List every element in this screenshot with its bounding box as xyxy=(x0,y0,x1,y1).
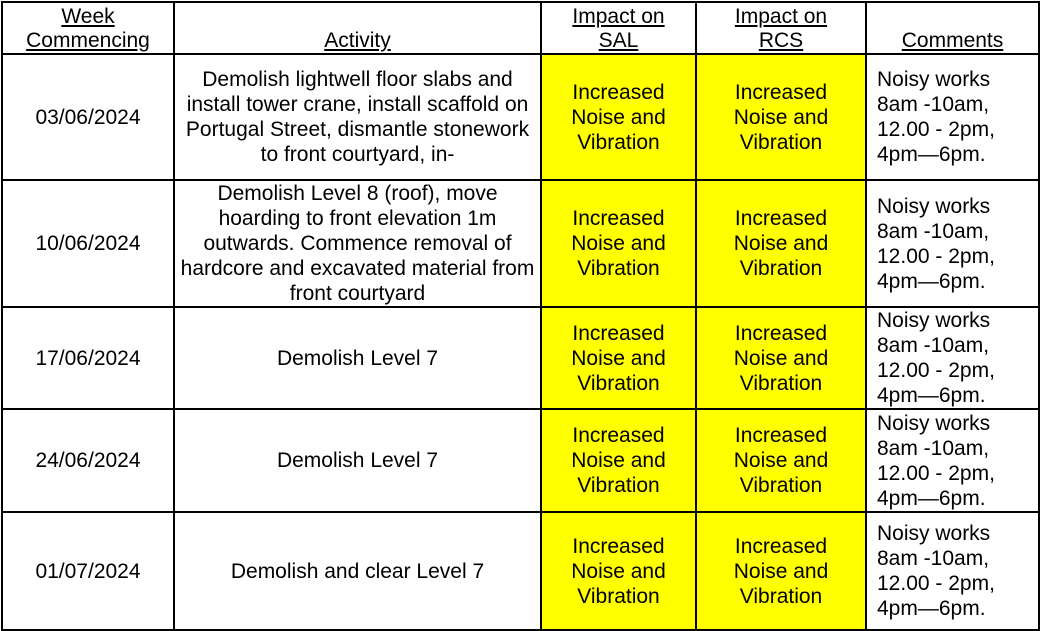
table-row xyxy=(2,307,1039,409)
table-row xyxy=(2,54,1039,180)
comment-cell: Noisy works 8am -10am, 12.00 - 2pm, 4pm—6pm. xyxy=(866,180,1039,307)
activity-cell: Demolish and clear Level 7 xyxy=(174,512,541,630)
table-row xyxy=(2,512,1039,630)
impact-sal-cell: Increased Noise and Vibration xyxy=(541,180,696,307)
week-commencing-header: Week Commencing xyxy=(2,2,174,54)
comment-cell: Noisy works 8am -10am, 12.00 - 2pm, 4pm—6pm. xyxy=(866,54,1039,180)
impact-sal-header: Impact on SAL xyxy=(541,2,696,54)
impact-sal-cell: Increased Noise and Vibration xyxy=(541,512,696,630)
impact-rcs-cell: Increased Noise and Vibration xyxy=(696,180,866,307)
impact-sal-cell: Increased Noise and Vibration xyxy=(541,409,696,512)
week-date-cell: 24/06/2024 xyxy=(2,409,174,512)
comment-cell: Noisy works 8am -10am, 12.00 - 2pm, 4pm—6pm. xyxy=(866,512,1039,630)
week-date-cell: 03/06/2024 xyxy=(2,54,174,180)
activity-header: Activity xyxy=(174,2,541,54)
week-date-cell: 01/07/2024 xyxy=(2,512,174,630)
week-date-cell: 10/06/2024 xyxy=(2,180,174,307)
impact-rcs-cell: Increased Noise and Vibration xyxy=(696,307,866,409)
activity-cell: Demolish Level 7 xyxy=(174,307,541,409)
impact-rcs-cell: Increased Noise and Vibration xyxy=(696,409,866,512)
impact-rcs-cell: Increased Noise and Vibration xyxy=(696,512,866,630)
header-row xyxy=(2,2,1039,54)
activity-cell: Demolish Level 8 (roof), move hoarding to front elevation 1m outwards. Commence removal of hardcore and excavated material from front courtyard xyxy=(174,180,541,307)
impact-sal-cell: Increased Noise and Vibration xyxy=(541,54,696,180)
activity-cell: Demolish Level 7 xyxy=(174,409,541,512)
table-row xyxy=(2,409,1039,512)
week-date-cell: 17/06/2024 xyxy=(2,307,174,409)
impact-rcs-header: Impact on RCS xyxy=(696,2,866,54)
activity-cell: Demolish lightwell floor slabs and install tower crane, install scaffold on Portugal Street, dismantle stonework to front courtyard, in- xyxy=(174,54,541,180)
impact-sal-cell: Increased Noise and Vibration xyxy=(541,307,696,409)
comments-header: Comments xyxy=(866,2,1039,54)
comment-cell: Noisy works 8am -10am, 12.00 - 2pm, 4pm—6pm. xyxy=(866,409,1039,512)
works-schedule-table xyxy=(1,1,1040,631)
table-row xyxy=(2,180,1039,307)
comment-cell: Noisy works 8am -10am, 12.00 - 2pm, 4pm—6pm. xyxy=(866,307,1039,409)
impact-rcs-cell: Increased Noise and Vibration xyxy=(696,54,866,180)
